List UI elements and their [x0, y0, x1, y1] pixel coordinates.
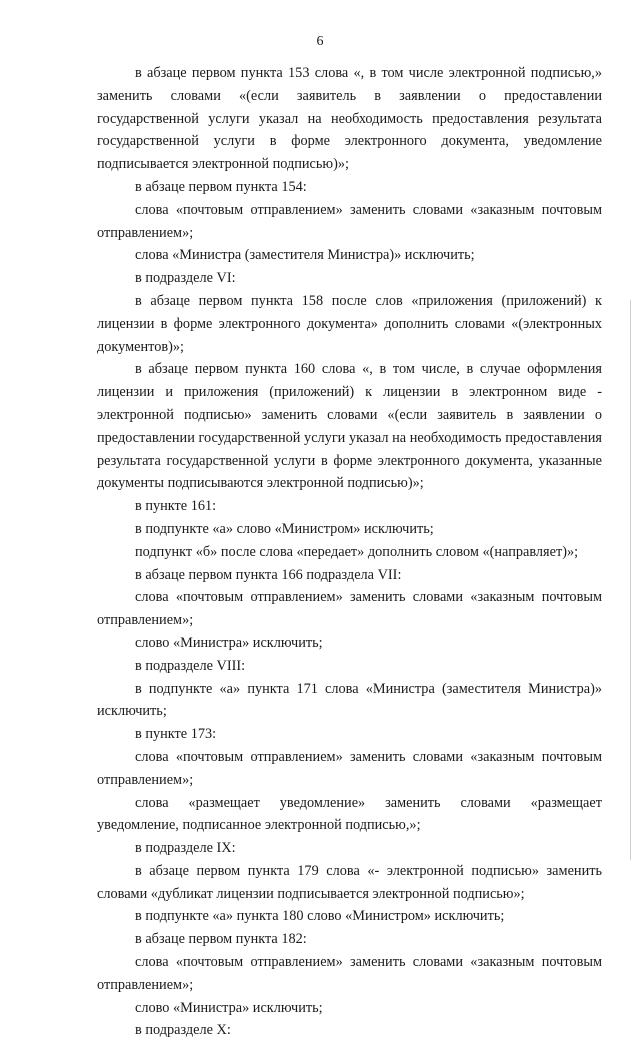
- paragraph: в абзаце первом пункта 154:: [135, 178, 307, 195]
- paragraph: в абзаце первом пункта 158 после слов «приложения (приложений) к лицензии в форме электронного документа» дополнить словами «(электронных документов)»;: [97, 292, 602, 355]
- paragraph: в подразделе X:: [135, 1022, 231, 1039]
- document-body: [97, 62, 602, 1042]
- paragraph: в подпункте «а» пункта 171 слова «Министра (заместителя Министра)» исключить;: [97, 680, 602, 720]
- paragraph: слова «почтовым отправлением» заменить словами «заказным почтовым отправлением»;: [97, 748, 602, 788]
- paragraph: в подпункте «а» слово «Министром» исключить;: [135, 520, 434, 537]
- paragraph: в абзаце первом пункта 160 слова «, в том числе, в случае оформления лицензии и приложения (приложений) к лицензии в электронном виде - электронной подписью» заменить словами «(если заявитель в заявлении о предоставлении государственной услуги указал на необходимость предоставления результата государственной услуги в форме электронного документа, указанные документы подписываются электронной подписью)»;: [97, 361, 602, 492]
- paragraph: в абзаце первом пункта 166 подраздела VII:: [135, 566, 402, 583]
- paragraph: в подразделе VI:: [135, 270, 236, 287]
- paragraph: слова «размещает уведомление» заменить словами «размещает уведомление, подписанное электронной подписью,»;: [97, 794, 602, 834]
- paragraph: в подразделе VIII:: [135, 657, 246, 674]
- paragraph: в пункте 173:: [135, 726, 217, 743]
- paragraph: слово «Министра» исключить;: [135, 999, 323, 1016]
- page-number: 6: [316, 34, 324, 49]
- paragraph: слова «почтовым отправлением» заменить словами «заказным почтовым отправлением»;: [97, 954, 602, 993]
- paragraph: слова «Министра (заместителя Министра)» исключить;: [135, 247, 475, 264]
- paragraph: слово «Министра» исключить;: [135, 634, 323, 651]
- paragraph: слова «почтовым отправлением» заменить словами «заказным почтовым отправлением»;: [97, 201, 602, 241]
- paragraph: в подразделе IX:: [135, 840, 236, 857]
- paragraph: в пункте 161:: [135, 498, 217, 515]
- paragraph: слова «почтовым отправлением» заменить словами «заказным почтовым отправлением»;: [97, 589, 602, 629]
- scan-edge-line: [630, 300, 631, 860]
- paragraph: в подпункте «а» пункта 180 слово «Министром» исключить;: [135, 908, 505, 925]
- paragraph: в абзаце первом пункта 179 слова «- электронной подписью» заменить словами «дубликат лицензии подписывается электронной подписью»;: [97, 862, 602, 902]
- paragraph: в абзаце первом пункта 153 слова «, в том числе электронной подписью,» заменить словами «(если заявитель в заявлении о предоставлении государственной услуги указал на необходимость предоставления результата государственной услуги в форме электронного документа, уведомление подписывается электронной подписью)»;: [97, 65, 602, 173]
- paragraph: в абзаце первом пункта 182:: [135, 931, 307, 948]
- paragraph: подпункт «б» после слова «передает» дополнить словом «(направляет)»;: [135, 543, 579, 560]
